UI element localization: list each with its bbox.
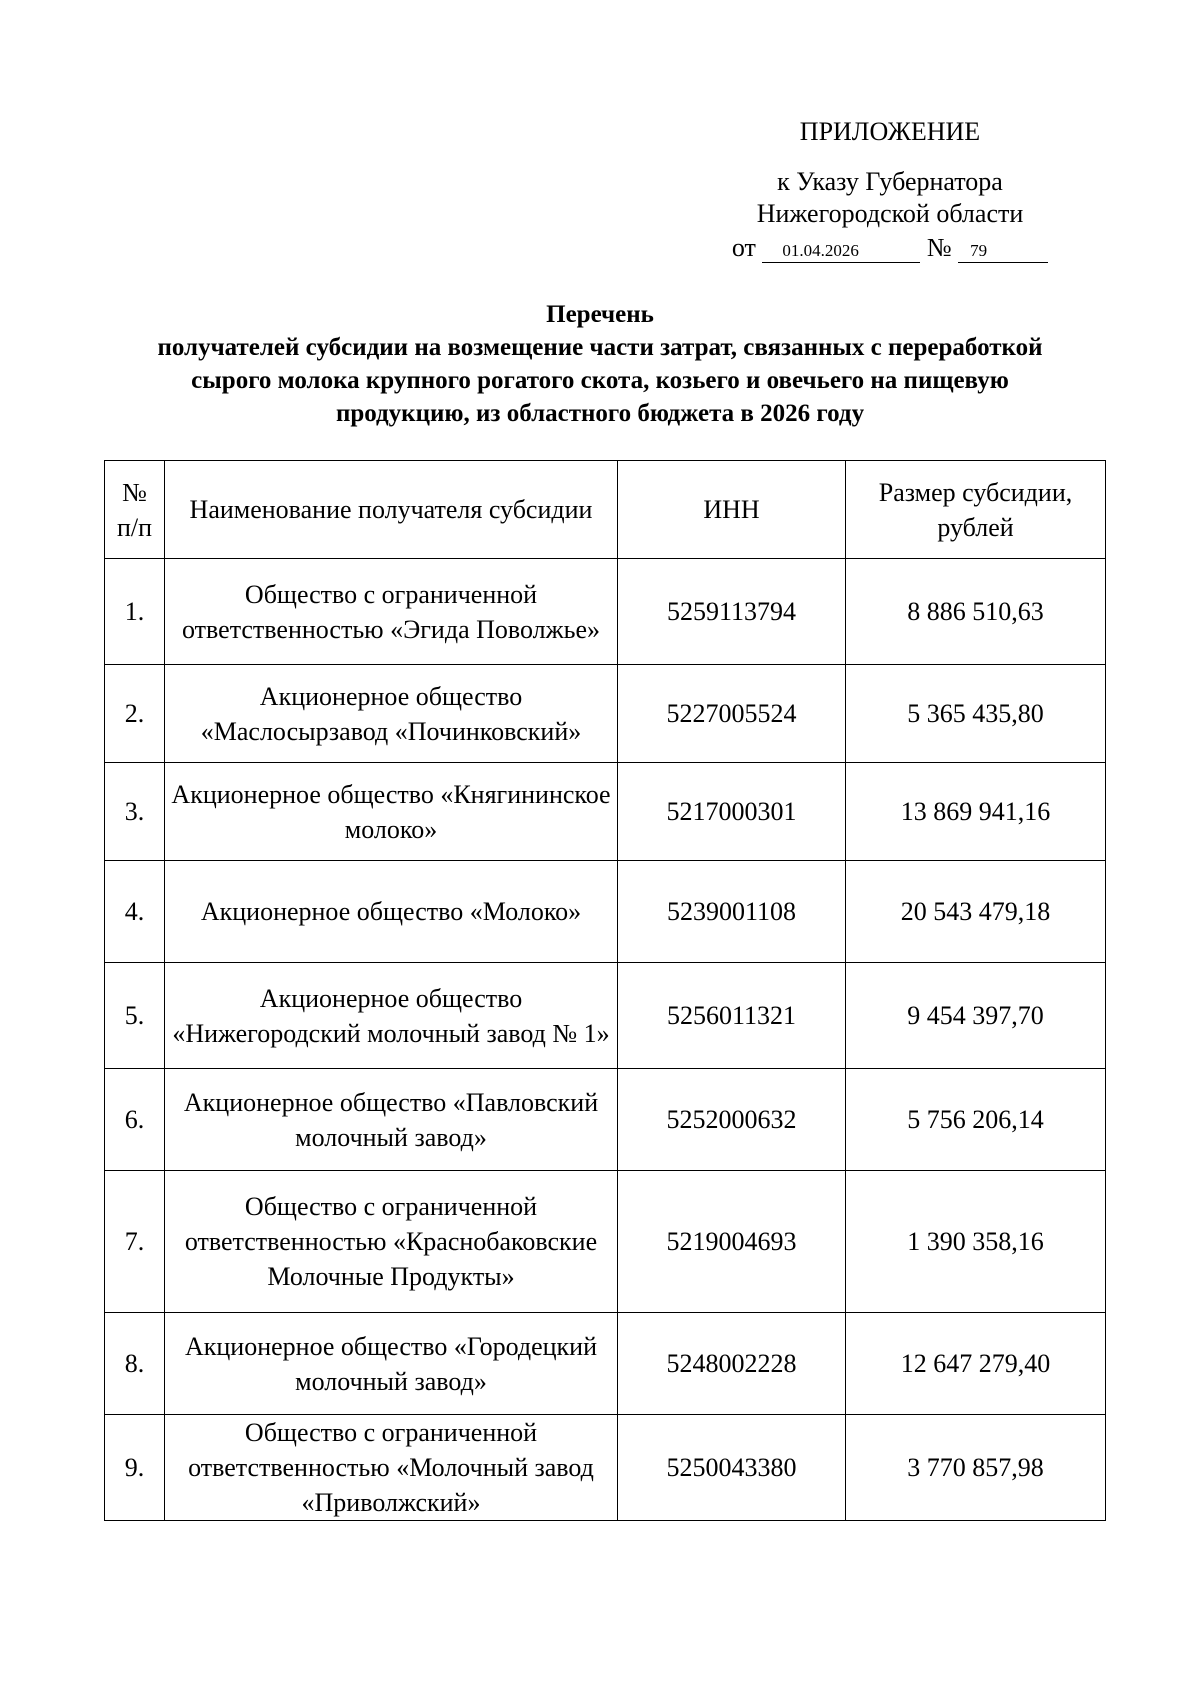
row-name: Акционерное общество «Павловский молочный завод» bbox=[165, 1069, 618, 1171]
row-name: Акционерное общество «Городецкий молочный завод» bbox=[165, 1313, 618, 1415]
appendix-decree-line: к Указу Губернатора bbox=[777, 167, 1003, 196]
row-inn: 5219004693 bbox=[618, 1171, 846, 1313]
appendix-title: ПРИЛОЖЕНИЕ bbox=[799, 117, 981, 146]
row-amount: 5 365 435,80 bbox=[846, 665, 1106, 763]
row-inn: 5259113794 bbox=[618, 559, 846, 665]
row-amount: 8 886 510,63 bbox=[846, 559, 1106, 665]
row-inn: 5252000632 bbox=[618, 1069, 846, 1171]
row-name: Акционерное общество «Княгининское молоко» bbox=[165, 763, 618, 861]
table-header-row bbox=[105, 461, 1106, 559]
table-row bbox=[105, 861, 1106, 963]
header-name: Наименование получателя субсидии bbox=[165, 461, 618, 559]
row-inn: 5248002228 bbox=[618, 1313, 846, 1415]
document-heading bbox=[100, 298, 1100, 430]
row-amount: 9 454 397,70 bbox=[846, 963, 1106, 1069]
appendix-region-line: Нижегородской области bbox=[756, 199, 1024, 228]
table-row bbox=[105, 559, 1106, 665]
row-name: Акционерное общество «Нижегородский молочный завод № 1» bbox=[165, 963, 618, 1069]
row-inn: 5250043380 bbox=[618, 1415, 846, 1521]
appendix-date-number-line bbox=[640, 232, 1140, 264]
row-inn: 5227005524 bbox=[618, 665, 846, 763]
table-row bbox=[105, 763, 1106, 861]
row-num: 3. bbox=[105, 763, 165, 861]
heading-line-2: получателей субсидии на возмещение части затрат, связанных с переработкой bbox=[157, 334, 1043, 361]
row-amount: 13 869 941,16 bbox=[846, 763, 1106, 861]
row-amount: 5 756 206,14 bbox=[846, 1069, 1106, 1171]
row-num: 6. bbox=[105, 1069, 165, 1171]
table-row bbox=[105, 1313, 1106, 1415]
table-row bbox=[105, 1069, 1106, 1171]
header-num: № п/п bbox=[105, 461, 165, 559]
decree-number: 79 bbox=[958, 240, 1048, 263]
row-num: 1. bbox=[105, 559, 165, 665]
decree-date: 01.04.2026 bbox=[762, 240, 920, 263]
row-num: 2. bbox=[105, 665, 165, 763]
number-label: № bbox=[926, 233, 952, 262]
heading-line-1: Перечень bbox=[546, 301, 654, 328]
table-row bbox=[105, 665, 1106, 763]
from-label: от bbox=[731, 233, 756, 262]
row-num: 7. bbox=[105, 1171, 165, 1313]
heading-line-3: сырого молока крупного рогатого скота, козьего и овечьего на пищевую bbox=[191, 367, 1009, 394]
row-num: 5. bbox=[105, 963, 165, 1069]
row-inn: 5256011321 bbox=[618, 963, 846, 1069]
header-amount: Размер субсидии, рублей bbox=[846, 461, 1106, 559]
table-row bbox=[105, 963, 1106, 1069]
row-num: 4. bbox=[105, 861, 165, 963]
row-num: 9. bbox=[105, 1415, 165, 1521]
row-amount: 20 543 479,18 bbox=[846, 861, 1106, 963]
header-inn: ИНН bbox=[618, 461, 846, 559]
row-name: Акционерное общество «Молоко» bbox=[165, 861, 618, 963]
heading-line-4: продукцию, из областного бюджета в 2026 году bbox=[335, 400, 865, 427]
row-name: Общество с ограниченной ответственностью «Эгида Поволжье» bbox=[165, 559, 618, 665]
row-num: 8. bbox=[105, 1313, 165, 1415]
table-row bbox=[105, 1171, 1106, 1313]
row-name: Общество с ограниченной ответственностью «Молочный завод «Приволжский» bbox=[165, 1415, 618, 1521]
row-amount: 1 390 358,16 bbox=[846, 1171, 1106, 1313]
row-name: Общество с ограниченной ответственностью «Краснобаковские Молочные Продукты» bbox=[165, 1171, 618, 1313]
row-amount: 3 770 857,98 bbox=[846, 1415, 1106, 1521]
row-inn: 5217000301 bbox=[618, 763, 846, 861]
table-row bbox=[105, 1415, 1106, 1521]
row-amount: 12 647 279,40 bbox=[846, 1313, 1106, 1415]
recipients-table bbox=[104, 460, 1106, 1521]
row-inn: 5239001108 bbox=[618, 861, 846, 963]
row-name: Акционерное общество «Маслосырзавод «Починковский» bbox=[165, 665, 618, 763]
